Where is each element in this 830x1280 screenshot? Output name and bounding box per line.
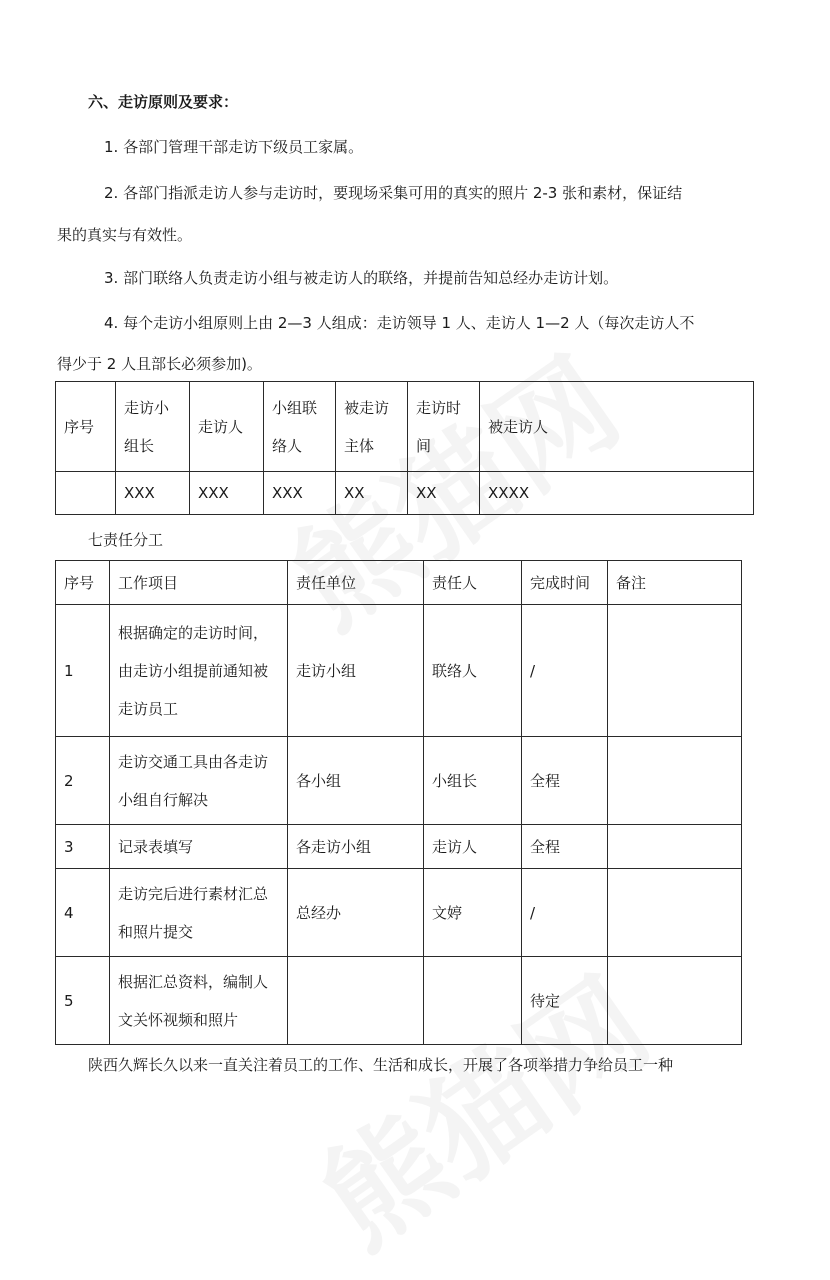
table-cell: 全程 bbox=[522, 825, 608, 869]
table-cell bbox=[608, 825, 742, 869]
table-cell: 总经办 bbox=[288, 869, 424, 957]
table-cell: 5 bbox=[56, 957, 110, 1045]
table-cell bbox=[56, 472, 116, 515]
table-header-cell: 被走访主体 bbox=[336, 382, 408, 472]
requirement-item-continuation: 得少于 2 人且部长必须参加)。 bbox=[57, 355, 262, 373]
table-row bbox=[56, 957, 742, 1045]
table-cell: 全程 bbox=[522, 737, 608, 825]
section-heading: 七责任分工 bbox=[88, 531, 164, 549]
table-header-cell: 序号 bbox=[56, 561, 110, 605]
footer-paragraph: 陕西久辉长久以来一直关注着员工的工作、生活和成长，开展了各项举措力争给员工一种 bbox=[88, 1056, 674, 1074]
table-header-cell: 完成时间 bbox=[522, 561, 608, 605]
table-header-cell: 责任单位 bbox=[288, 561, 424, 605]
table-header-cell: 序号 bbox=[56, 382, 116, 472]
requirement-item: 4. 每个走访小组原则上由 2—3 人组成：走访领导 1 人、走访人 1—2 人（每次走访人不 bbox=[104, 314, 695, 332]
table-header-cell: 备注 bbox=[608, 561, 742, 605]
table-cell: XXX bbox=[116, 472, 190, 515]
table-cell: 3 bbox=[56, 825, 110, 869]
table-cell bbox=[608, 737, 742, 825]
table-header-row bbox=[56, 382, 754, 472]
table-cell: 各走访小组 bbox=[288, 825, 424, 869]
table-header-cell: 小组联络人 bbox=[264, 382, 336, 472]
table-cell bbox=[424, 957, 522, 1045]
table-row bbox=[56, 605, 742, 737]
table-cell: 各小组 bbox=[288, 737, 424, 825]
table-cell: 根据汇总资料，编制人文关怀视频和照片 bbox=[110, 957, 288, 1045]
table-row bbox=[56, 825, 742, 869]
table-cell: 根据确定的走访时间，由走访小组提前通知被走访员工 bbox=[110, 605, 288, 737]
table-header-cell: 工作项目 bbox=[110, 561, 288, 605]
visit-team-table bbox=[55, 381, 754, 515]
table-cell bbox=[608, 957, 742, 1045]
table-row bbox=[56, 737, 742, 825]
requirement-item-continuation: 果的真实与有效性。 bbox=[57, 226, 193, 244]
table-cell: 走访人 bbox=[424, 825, 522, 869]
table-cell bbox=[608, 605, 742, 737]
table-cell: XX bbox=[408, 472, 480, 515]
table-header-cell: 被走访人 bbox=[480, 382, 754, 472]
table-cell: XXX bbox=[190, 472, 264, 515]
table-row bbox=[56, 869, 742, 957]
table-cell: 小组长 bbox=[424, 737, 522, 825]
table-cell: 4 bbox=[56, 869, 110, 957]
requirement-item: 1. 各部门管理干部走访下级员工家属。 bbox=[104, 138, 364, 156]
table-cell: XXXX bbox=[480, 472, 754, 515]
table-cell: XXX bbox=[264, 472, 336, 515]
table-cell: 2 bbox=[56, 737, 110, 825]
table-header-cell: 走访小组长 bbox=[116, 382, 190, 472]
responsibility-table bbox=[55, 560, 742, 1045]
table-row bbox=[56, 472, 754, 515]
table-cell: / bbox=[522, 605, 608, 737]
table-cell: 走访完后进行素材汇总和照片提交 bbox=[110, 869, 288, 957]
table-cell: 走访交通工具由各走访小组自行解决 bbox=[110, 737, 288, 825]
table-cell: 文婷 bbox=[424, 869, 522, 957]
requirement-item: 3. 部门联络人负责走访小组与被走访人的联络，并提前告知总经办走访计划。 bbox=[104, 269, 619, 287]
requirement-item: 2. 各部门指派走访人参与走访时，要现场采集可用的真实的照片 2-3 张和素材，保证结 bbox=[104, 184, 683, 202]
table-header-cell: 走访人 bbox=[190, 382, 264, 472]
table-cell: 待定 bbox=[522, 957, 608, 1045]
table-cell: 记录表填写 bbox=[110, 825, 288, 869]
table-cell bbox=[608, 869, 742, 957]
section-heading: 六、走访原则及要求： bbox=[88, 93, 239, 111]
table-cell: 1 bbox=[56, 605, 110, 737]
table-header-row bbox=[56, 561, 742, 605]
table-cell bbox=[288, 957, 424, 1045]
table-header-cell: 责任人 bbox=[424, 561, 522, 605]
table-cell: 联络人 bbox=[424, 605, 522, 737]
table-header-cell: 走访时间 bbox=[408, 382, 480, 472]
table-cell: / bbox=[522, 869, 608, 957]
table-cell: 走访小组 bbox=[288, 605, 424, 737]
table-cell: XX bbox=[336, 472, 408, 515]
